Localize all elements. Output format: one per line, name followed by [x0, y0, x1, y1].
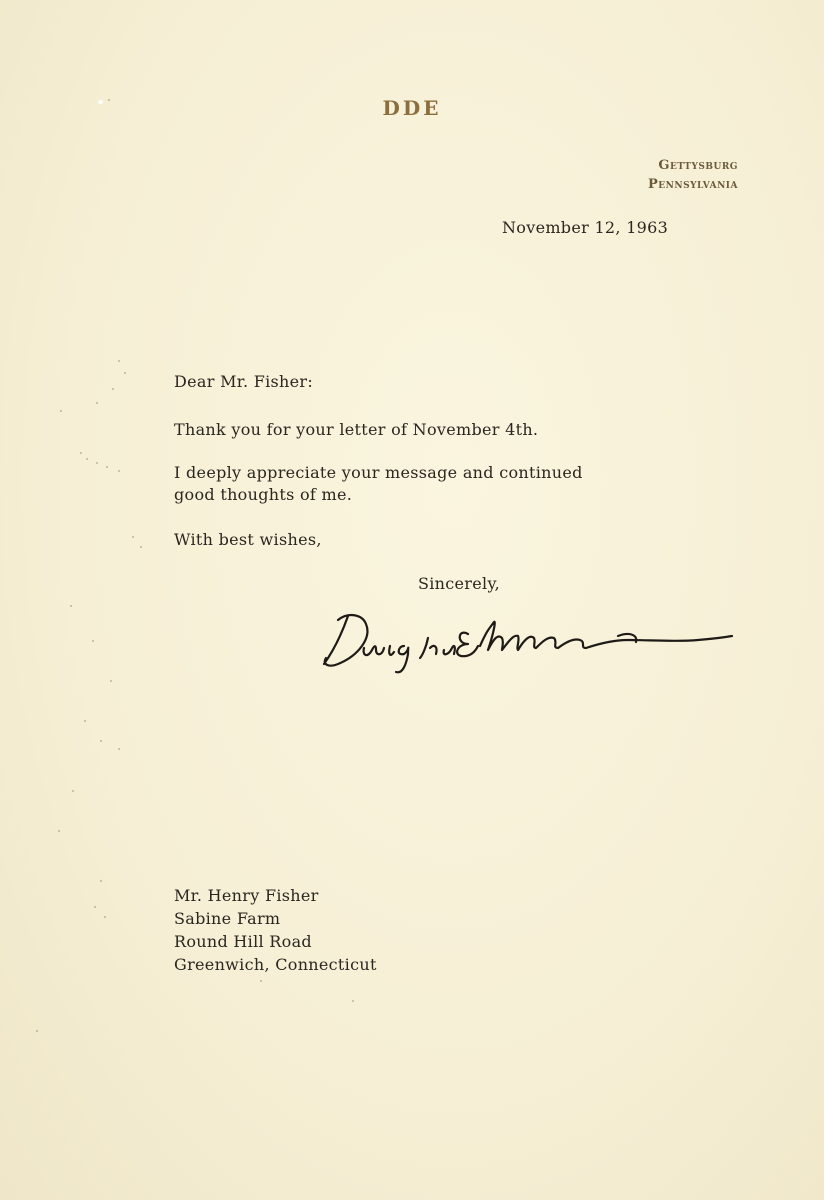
recipient-line-2: Round Hill Road: [174, 932, 312, 951]
body-paragraph-3: With best wishes,: [174, 530, 322, 549]
letterhead-state: Pennsylvania: [648, 177, 738, 192]
letterhead-monogram: DDE: [382, 96, 442, 120]
recipient-line-3: Greenwich, Connecticut: [174, 955, 377, 974]
body-paragraph-2: [174, 462, 583, 506]
letterhead-location: [648, 156, 738, 194]
body-paragraph-1: Thank you for your letter of November 4th.: [174, 420, 539, 439]
body-paragraph-2-line-2: good thoughts of me.: [174, 485, 353, 504]
letterhead-city: Gettysburg: [658, 158, 738, 173]
closing: Sincerely,: [418, 574, 501, 593]
recipient-name: Mr. Henry Fisher: [174, 886, 319, 905]
body-paragraph-2-line-1: I deeply appreciate your message and continued: [174, 463, 583, 482]
recipient-address: [174, 884, 377, 976]
letter-date: November 12, 1963: [502, 218, 669, 237]
salutation: Dear Mr. Fisher:: [174, 372, 314, 391]
recipient-line-1: Sabine Farm: [174, 909, 281, 928]
handwritten-signature: [318, 598, 738, 678]
